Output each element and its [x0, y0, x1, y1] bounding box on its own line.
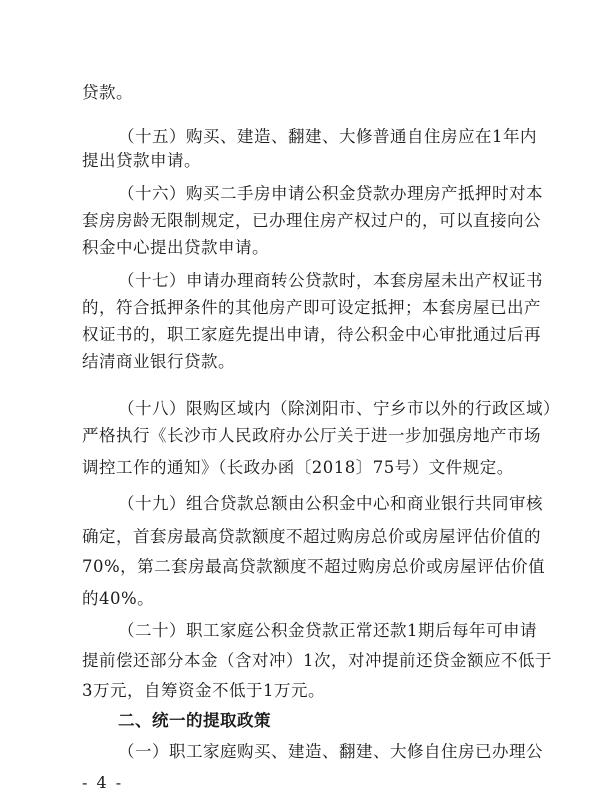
text-line: 贷款。 — [82, 83, 133, 102]
text-line: 严格执行《长沙市人民政府办公厅关于进一步加强房地产市场 — [82, 426, 541, 445]
text-line: （一）职工家庭购买、建造、翻建、大修自住房已办理公 — [118, 742, 543, 761]
text-line: （十五）购买、建造、翻建、大修普通自住房应在1年内 — [118, 127, 537, 146]
text-line: 调控工作的通知》（长政办函〔2018〕75号）文件规定。 — [82, 458, 514, 477]
text-line: 的40%。 — [82, 589, 155, 608]
page-number: - 4 - — [82, 773, 124, 792]
text-line: 积金中心提出贷款申请。 — [82, 238, 269, 257]
text-line: （十七）申请办理商转公贷款时，本套房屋未出产权证书 — [118, 271, 543, 290]
text-line: 权证书的，职工家庭先提出申请，待公积金中心审批通过后再 — [82, 325, 541, 344]
text-line: 提出贷款申请。 — [82, 151, 201, 170]
text-line: 70%，第二套房最高贷款额度不超过购房总价或房屋评估价值 — [82, 557, 546, 576]
text-line: 提前偿还部分本金（含对冲）1次，对冲提前还贷金额应不低于 — [82, 651, 552, 670]
text-line: 确定，首套房最高贷款额度不超过购房总价或房屋评估价值的 — [82, 527, 541, 546]
text-line: （十六）购买二手房申请公积金贷款办理房产抵押时对本 — [118, 184, 543, 203]
text-line: 3万元，自筹资金不低于1万元。 — [82, 681, 325, 700]
text-line: （十八）限购区域内（除浏阳市、宁乡市以外的行政区域） — [118, 399, 560, 418]
text-line: 的，符合抵押条件的其他房产即可设定抵押；本套房屋已出产 — [82, 298, 541, 317]
text-line: （十九）组合贷款总额由公积金中心和商业银行共同审核 — [118, 494, 543, 513]
text-line: （二十）职工家庭公积金贷款正常还款1期后每年可申请 — [118, 621, 537, 640]
text-line: 结清商业银行贷款。 — [82, 352, 235, 371]
text-line: 套房房龄无限制规定，已办理住房产权过户的，可以直接向公 — [82, 211, 541, 230]
section-heading: 二、统一的提取政策 — [118, 711, 271, 730]
